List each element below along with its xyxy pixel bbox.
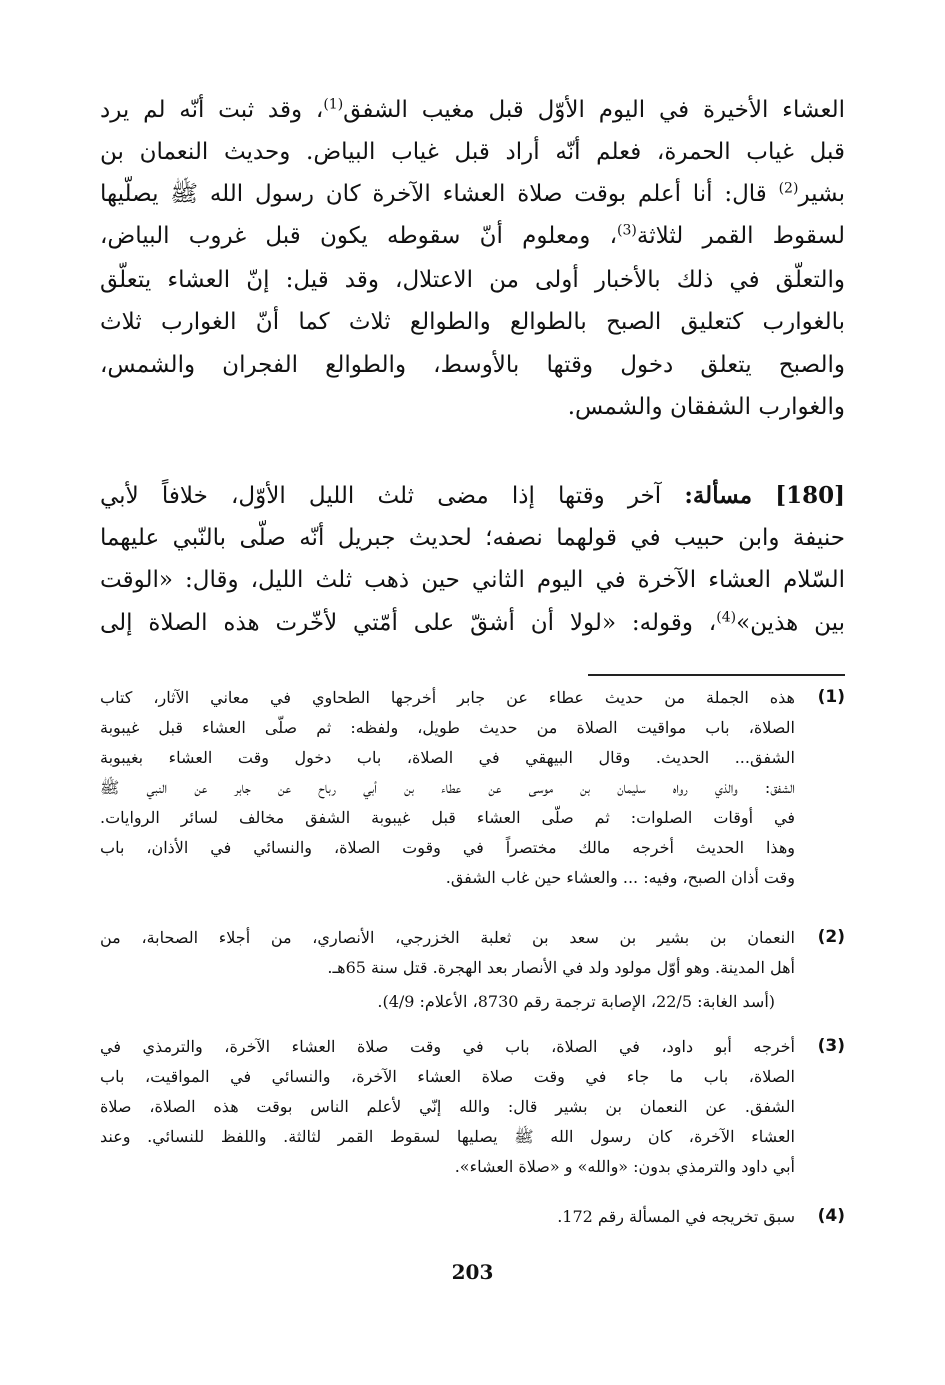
footnote-ref: (3) xyxy=(617,222,637,239)
footnote-ref: (2) xyxy=(778,180,799,197)
footnote-line: الشفق: والذي رواه سليمان بن موسى عن عطاء بن أبي رباح عن جابر عن النبي ﷺ xyxy=(100,778,795,797)
main-text-line: والتعلّق في ذلك بالأخبار أولى من الاعتلال، وقد قيل: إنّ العشاء يتعلّق xyxy=(100,267,845,293)
main-text-line: بالغوارب كتعليق الصبح بالطوالع والطوالع ثلاث كما أنّ الغوارب ثلاث xyxy=(100,309,845,335)
footnote-citation: (أسد الغابة: 22/5، الإصابة ترجمة رقم 8730، الأعلام: 4/9). xyxy=(377,992,775,1011)
footnote-number: (2) xyxy=(817,927,845,947)
page-number: 203 xyxy=(451,1260,494,1284)
footnote-line: الشفق... الحديث. وقال البيهقي في الصلاة، باب دخول وقت العشاء بغيبوبة xyxy=(100,748,795,767)
footnote-ref: (1) xyxy=(323,96,344,113)
footnote-line: الصلاة، باب ما جاء في وقت صلاة العشاء الآخرة، والنسائي في المواقيت، باب xyxy=(100,1067,795,1086)
footnote-line: هذه الجملة من حديث عطاء عن جابر أخرجها الطحاوي في معاني الآثار، كتاب xyxy=(100,688,795,707)
main-text-segment: آخر وقتها إذا مضى ثلث الليل الأوّل، خلافاً لأبي xyxy=(100,483,662,509)
footnote-ref: (4) xyxy=(716,609,737,626)
main-text-segment: ، وقد ثبت أنّه لم يرد xyxy=(100,97,324,123)
footnote-number: (3) xyxy=(817,1036,845,1056)
main-text-segment: ، ومعلوم أنّ سقوطه يكون قبل غروب البياض، xyxy=(100,223,617,249)
issue-number: [180] xyxy=(775,482,846,509)
main-text-line: والغوارب الشفقان والشمس. xyxy=(567,394,845,420)
footnote-number: (1) xyxy=(817,687,845,707)
footnote-line: أهل المدينة. وهو أوّل مولود ولد في الأنصار بعد الهجرة. قتل سنة 65هـ. xyxy=(327,958,795,977)
issue-heading-line xyxy=(100,478,845,514)
main-text-line: قبل غياب الحمرة، فعلم أنّه أراد قبل غياب البياض. وحديث النعمان بن xyxy=(100,139,845,165)
footnote-line: سبق تخريجه في المسألة رقم 172. xyxy=(557,1207,795,1226)
main-text-line xyxy=(100,176,845,212)
main-text-segment: بشير xyxy=(798,181,845,207)
main-text-segment: قال: أنا أعلم بوقت صلاة العشاء الآخرة كان رسول الله ﷺ يصلّيها xyxy=(100,181,767,207)
main-text-line xyxy=(100,605,845,641)
footnote-line: أبي داود والترمذي بدون: «والله» و «صلاة العشاء». xyxy=(454,1157,795,1176)
footnote-line: النعمان بن بشير بن سعد بن ثعلبة الخزرجي، الأنصاري، من أجلاء الصحابة، من xyxy=(100,928,795,947)
footnote-line: العشاء الآخرة، كان رسول الله ﷺ يصليها لسقوط القمر لثالثة. واللفظ للنسائي. وعند xyxy=(100,1127,795,1146)
main-text-segment: العشاء الأخيرة في اليوم الأوّل قبل مغيب الشفق xyxy=(343,97,845,123)
main-text-line: والصبح يتعلق دخول وقتها بالأوسط، والطوالع الفجران والشمس، xyxy=(100,352,845,378)
main-text-line xyxy=(100,92,845,128)
main-text-line xyxy=(100,218,845,254)
footnote-line: أخرجه أبو داود، في الصلاة، باب في وقت صلاة العشاء الآخرة، والترمذي في xyxy=(100,1037,795,1056)
footnote-line: الصلاة، باب مواقيت الصلاة من حديث طويل، ولفظه: ثم صلّى العشاء قبل غيبوبة xyxy=(100,718,795,737)
footnote-line: الشفق. عن النعمان بن بشير قال: والله إنّي لأعلم الناس بوقت هذه الصلاة، صلاة xyxy=(100,1097,795,1116)
main-text-line: السّلام العشاء الآخرة في اليوم الثاني حين ذهب ثلث الليل، وقال: «الوقت xyxy=(100,567,845,593)
footnote-line: وهذا الحديث أخرجه مالك مختصراً في وقوت الصلاة، والنسائي في الأذان، باب xyxy=(100,838,795,857)
footnote-line: وقت أذان الصبح، وفيه: ... والعشاء حين غاب الشفق. xyxy=(445,868,795,887)
main-text-segment: بين هذين» xyxy=(736,610,845,636)
main-text-line: حنيفة وابن حبيب في قولهما نصفه؛ لحديث جبريل أنّه صلّى بالنّبي عليهما xyxy=(100,525,845,551)
footnote-separator xyxy=(588,674,845,676)
footnote-number: (4) xyxy=(817,1206,845,1226)
main-text-segment: ، وقوله: «لولا أن أشقّ على أمّتي لأخّرت هذه الصلاة إلى xyxy=(100,610,717,636)
footnote-line: في أوقات الصلوات: ثم صلّى العشاء قبل غيبوبة الشفق مخالف لسائر الروايات. xyxy=(100,808,795,827)
issue-label: مسألة: xyxy=(684,482,753,509)
main-text-segment: لسقوط القمر لثلاثة xyxy=(636,223,845,249)
